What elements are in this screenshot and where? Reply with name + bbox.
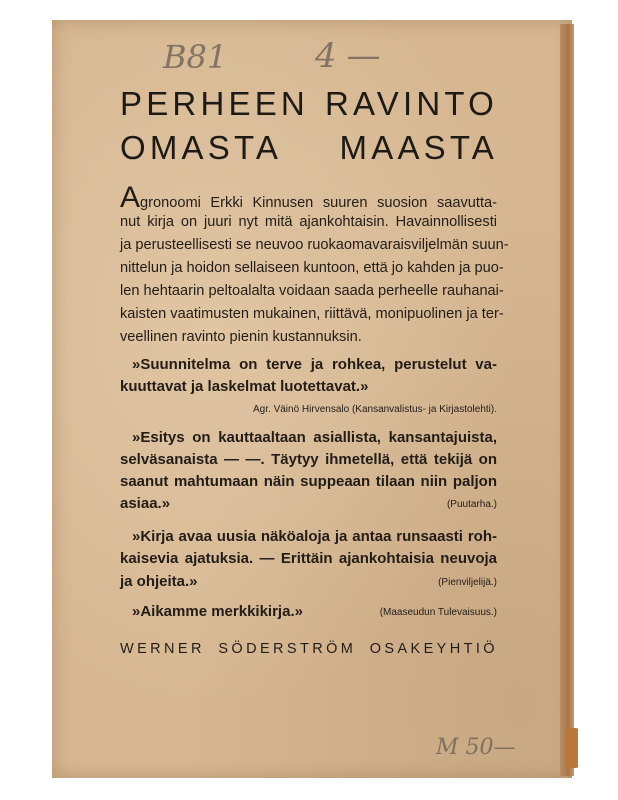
intro-line: veellinen ravinto pienin kustannuksin. <box>120 329 362 345</box>
review-line: »Suunnitelma on terve ja rohkea, perustelut va- <box>132 356 497 373</box>
intro-line: nut kirja on juuri nyt mitä ajankohtaisin. Havainnollisesti <box>120 214 497 230</box>
review-source: (Puutarha.) <box>446 499 497 510</box>
intro-line: ja perusteellisesti se neuvoo ruokaomavaraisviljelmän suun- <box>120 237 509 253</box>
review-line: selväsanaista — —. Täytyy ihmetellä, että tekijä on <box>120 451 497 468</box>
review-line: »Kirja avaa uusia näköaloja ja antaa runsaasti roh- <box>132 528 497 545</box>
review-line: »Aikamme merkkikirja.» <box>132 603 303 620</box>
title-line-1: PERHEEN RAVINTO <box>120 85 498 122</box>
handwritten-price: M 50— <box>436 735 516 760</box>
review-line: saanut mahtumaan näin suppeaan tilaan niin paljon <box>120 473 497 490</box>
intro-line: kaisten vaatimusten mukainen, riittävä, monipuolinen ja ter- <box>120 306 504 322</box>
handwritten-shelf-mark: B81 <box>163 38 228 76</box>
review-line: kaisevia ajatuksia. — Erittäin ajankohtaisia neuvoja <box>120 550 497 567</box>
review-line: »Esitys on kauttaaltaan asiallista, kansantajuista, <box>132 429 497 446</box>
intro-text: gronoomi Erkki Kinnusen suuren suosion saavutta- <box>140 195 497 211</box>
drop-cap: A <box>120 181 141 214</box>
review-line: asiaa.» <box>120 495 171 512</box>
review-line: ja ohjeita.» <box>120 573 198 590</box>
title-line-2: OMASTA MAASTA <box>120 129 498 166</box>
torn-spine-corner <box>566 728 578 768</box>
review-source: (Pienviljelijä.) <box>438 577 497 588</box>
review-source: (Maaseudun Tulevaisuus.) <box>379 607 497 618</box>
review-line: kuuttavat ja laskelmat luotettavat.» <box>120 378 369 395</box>
intro-line: len hehtaarin peltoalalta voidaan saada perheelle rauhanai- <box>120 283 504 299</box>
publisher-name: WERNER SÖDERSTRÖM OSAKEYHTIÖ <box>120 641 498 657</box>
book-spine-edge <box>560 24 574 776</box>
intro-line <box>120 181 497 214</box>
review-source: Agr. Väinö Hirvensalo (Kansanvalistus- ja Kirjastolehti). <box>253 404 497 415</box>
handwritten-number: 4— <box>315 36 391 76</box>
intro-line: nittelun ja hoidon sellaiseen kuntoon, että jo kahden ja puo- <box>120 260 504 276</box>
